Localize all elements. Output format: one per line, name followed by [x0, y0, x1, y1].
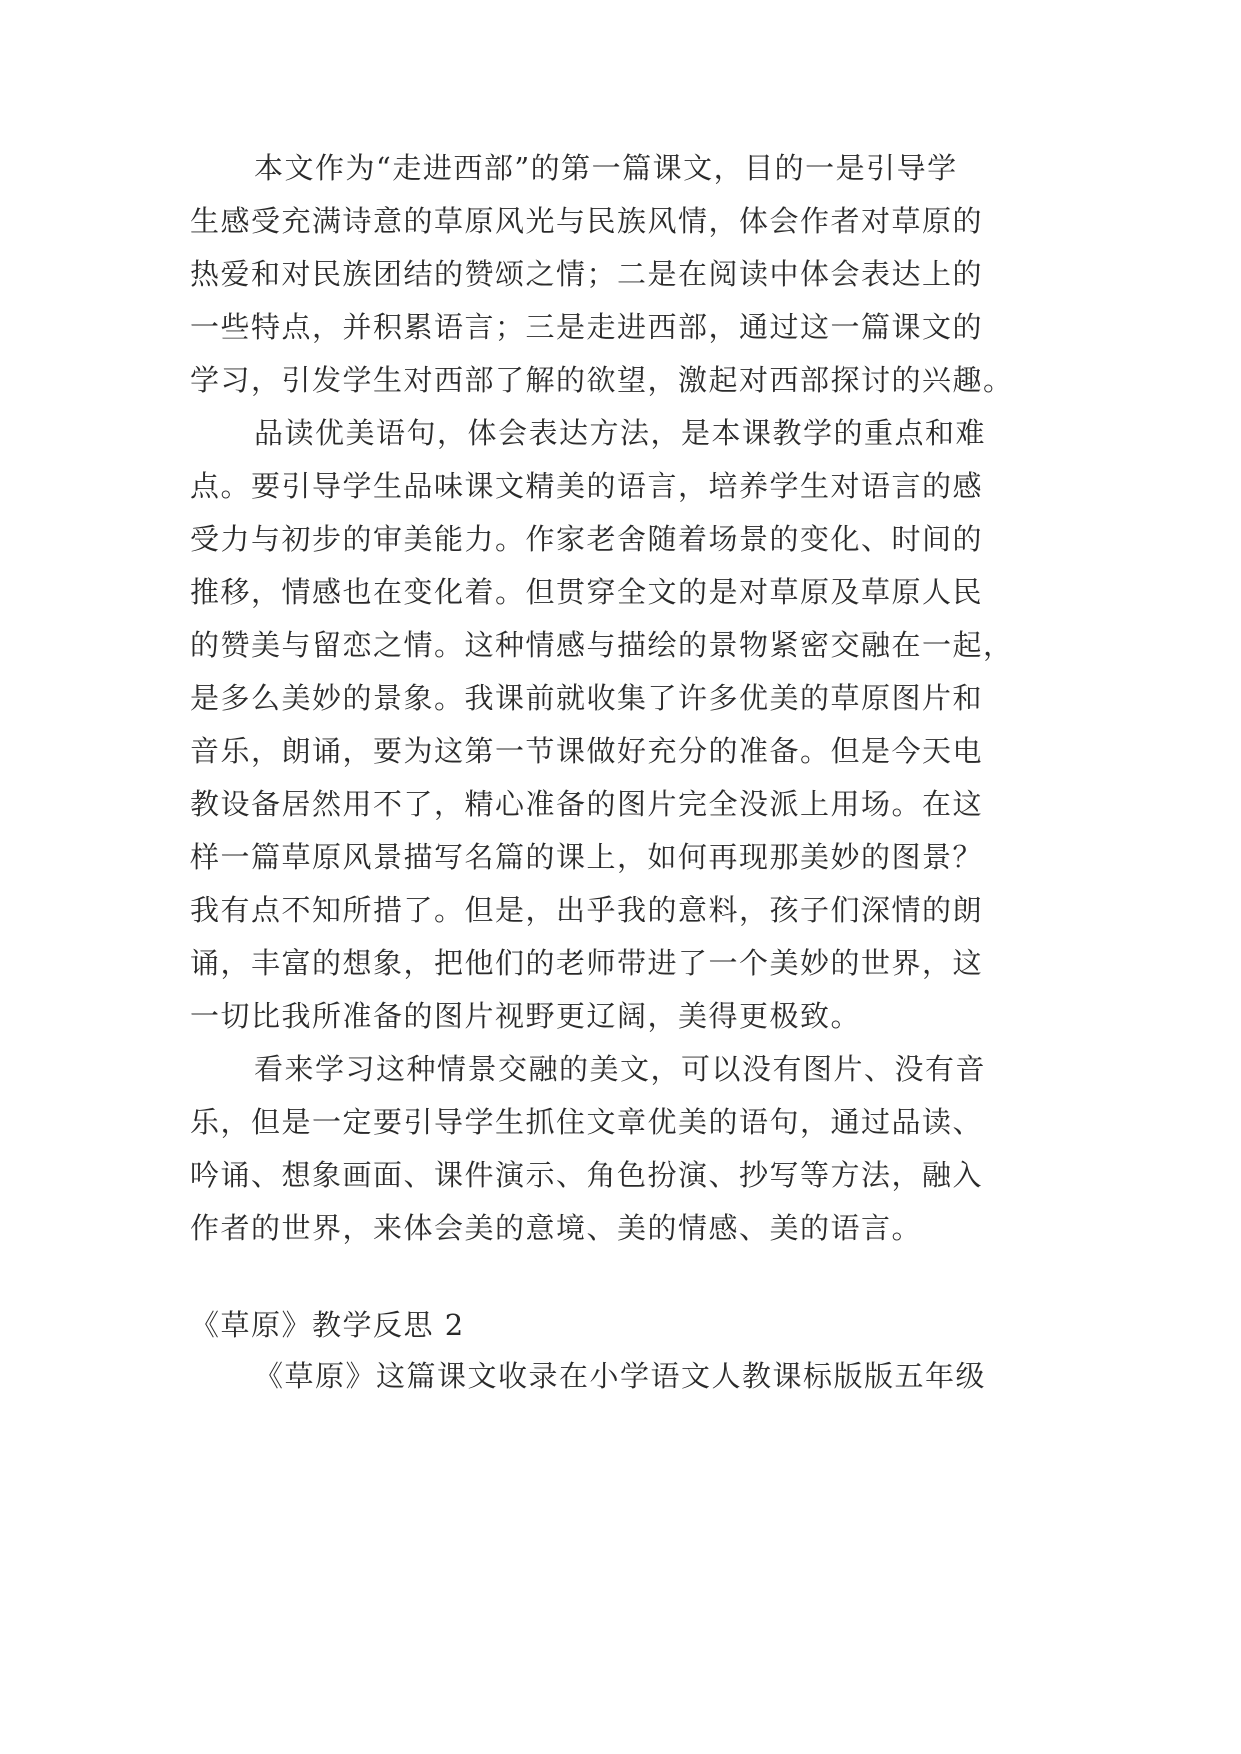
- paragraph-1-line-2: 生感受充满诗意的草原风光与民族风情，体会作者对草原的: [190, 204, 984, 238]
- section-heading: 《草原》教学反思 2: [190, 1308, 465, 1342]
- paragraph-1-line-4: 一些特点，并积累语言；三是走进西部，通过这一篇课文的: [190, 310, 984, 344]
- paragraph-2-line-6: 是多么美妙的景象。我课前就收集了许多优美的草原图片和: [190, 681, 984, 715]
- paragraph-3-line-1: 看来学习这种情景交融的美文，可以没有图片、没有音: [254, 1052, 987, 1086]
- paragraph-2-line-12: 一切比我所准备的图片视野更辽阔，美得更极致。: [190, 999, 862, 1033]
- paragraph-3-line-3: 吟诵、想象画面、课件演示、角色扮演、抄写等方法，融入: [190, 1158, 984, 1192]
- paragraph-2-line-5: 的赞美与留恋之情。这种情感与描绘的景物紧密交融在一起，: [190, 628, 1014, 662]
- paragraph-2-line-2: 点。要引导学生品味课文精美的语言，培养学生对语言的感: [190, 469, 984, 503]
- paragraph-2-line-1: 品读优美语句，体会表达方法，是本课教学的重点和难: [254, 416, 987, 450]
- paragraph-2-line-7: 音乐，朗诵，要为这第一节课做好充分的准备。但是今天电: [190, 734, 984, 768]
- paragraph-2-line-9: 样一篇草原风景描写名篇的课上，如何再现那美妙的图景？: [190, 840, 984, 874]
- paragraph-1-line-5: 学习，引发学生对西部了解的欲望，激起对西部探讨的兴趣。: [190, 363, 1014, 397]
- paragraph-2-line-11: 诵，丰富的想象，把他们的老师带进了一个美妙的世界，这: [190, 946, 984, 980]
- paragraph-2-line-3: 受力与初步的审美能力。作家老舍随着场景的变化、时间的: [190, 522, 984, 556]
- paragraph-2-line-10: 我有点不知所措了。但是，出乎我的意料，孩子们深情的朗: [190, 893, 984, 927]
- paragraph-2-line-8: 教设备居然用不了，精心准备的图片完全没派上用场。在这: [190, 787, 984, 821]
- paragraph-3-line-2: 乐，但是一定要引导学生抓住文章优美的语句，通过品读、: [190, 1105, 984, 1139]
- paragraph-2-line-4: 推移，情感也在变化着。但贯穿全文的是对草原及草原人民: [190, 575, 984, 609]
- paragraph-1-line-3: 热爱和对民族团结的赞颂之情；二是在阅读中体会表达上的: [190, 257, 984, 291]
- paragraph-1-line-1: 本文作为“走进西部”的第一篇课文，目的一是引导学: [254, 151, 958, 185]
- paragraph-4-line-1: 《草原》这篇课文收录在小学语文人教课标版版五年级: [254, 1359, 987, 1393]
- paragraph-3-line-4: 作者的世界，来体会美的意境、美的情感、美的语言。: [190, 1211, 923, 1245]
